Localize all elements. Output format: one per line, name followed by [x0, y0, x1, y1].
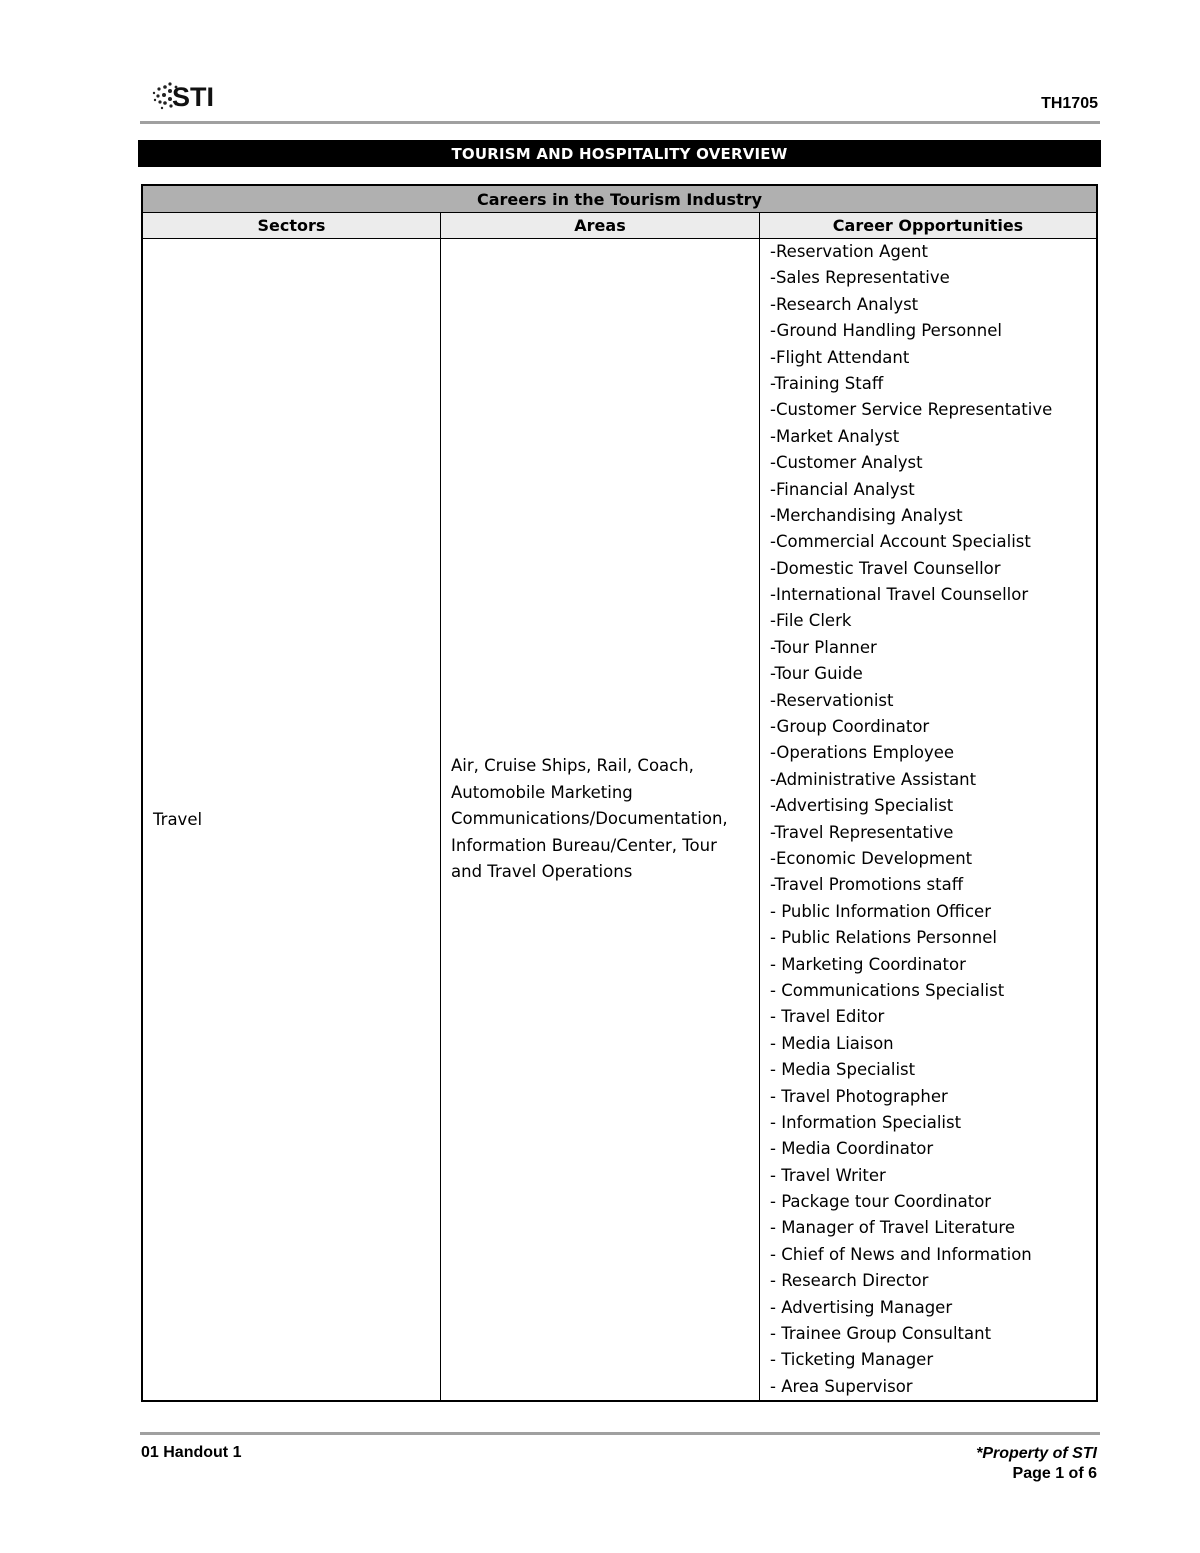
list-item: - Public Relations Personnel	[770, 928, 997, 948]
list-item: -Advertising Specialist	[770, 796, 954, 816]
list-item: - Marketing Coordinator	[770, 954, 966, 974]
list-item: -Financial Analyst	[770, 479, 915, 499]
list-item: - Chief of News and Information	[770, 1244, 1032, 1264]
list-item: -Reservation Agent	[770, 242, 928, 261]
list-item: - Package tour Coordinator	[770, 1192, 992, 1212]
list-item: -Research Analyst	[770, 294, 919, 314]
list-item: - Travel Editor	[770, 1007, 885, 1027]
list-item: -Tour Planner	[770, 637, 877, 657]
table-caption: Careers in the Tourism Industry	[142, 185, 1097, 213]
list-item: - Information Specialist	[770, 1112, 962, 1132]
list-item: -Travel Promotions staff	[770, 875, 964, 895]
list-item: - Media Coordinator	[770, 1139, 934, 1159]
svg-text:STI: STI	[172, 82, 215, 112]
list-item: - Ticketing Manager	[770, 1350, 934, 1370]
list-item: - Travel Photographer	[770, 1086, 948, 1106]
careers-table	[141, 184, 1098, 1402]
column-header-areas: Areas	[441, 213, 760, 239]
list-item: -Customer Service Representative	[770, 400, 1053, 420]
document-code: TH1705	[1041, 95, 1098, 112]
list-item: -Ground Handling Personnel	[770, 321, 1002, 341]
column-header-sectors: Sectors	[142, 213, 441, 239]
list-item: -Commercial Account Specialist	[770, 532, 1031, 552]
list-item: - Manager of Travel Literature	[770, 1218, 1016, 1238]
list-item: - Communications Specialist	[770, 980, 1005, 1000]
list-item: -Customer Analyst	[770, 453, 923, 473]
handout-label: 01 Handout 1	[141, 1444, 242, 1461]
footer-divider	[140, 1432, 1100, 1435]
page-number: Page 1 of 6	[1012, 1465, 1097, 1482]
career-list	[770, 239, 1096, 1400]
list-item: -Operations Employee	[770, 743, 955, 763]
list-item: -Merchandising Analyst	[770, 505, 963, 525]
list-item: -Market Analyst	[770, 426, 900, 446]
list-item: -Reservationist	[770, 690, 894, 710]
list-item: -Flight Attendant	[770, 347, 910, 367]
sector-cell: Travel	[142, 239, 441, 1402]
list-item: - Public Information Officer	[770, 901, 991, 921]
list-item: -International Travel Counsellor	[770, 585, 1029, 605]
list-item: - Research Director	[770, 1271, 929, 1291]
list-item: - Trainee Group Consultant	[770, 1324, 992, 1344]
list-item: -Administrative Assistant	[770, 769, 977, 789]
header-divider	[140, 121, 1100, 124]
section-title-banner: TOURISM AND HOSPITALITY OVERVIEW	[138, 140, 1101, 167]
table-row	[142, 239, 1097, 1402]
property-notice: *Property of STI	[976, 1445, 1097, 1462]
footer-right	[976, 1444, 1097, 1484]
list-item: - Media Liaison	[770, 1033, 894, 1053]
column-header-career-opportunities: Career Opportunities	[760, 213, 1098, 239]
list-item: -Tour Guide	[770, 664, 863, 684]
career-opportunities-cell	[760, 239, 1098, 1402]
list-item: -Travel Representative	[770, 822, 954, 842]
list-item: -Domestic Travel Counsellor	[770, 558, 1001, 578]
list-item: -File Clerk	[770, 611, 852, 631]
list-item: -Sales Representative	[770, 268, 950, 288]
list-item: -Training Staff	[770, 373, 884, 393]
list-item: - Media Specialist	[770, 1060, 916, 1080]
areas-cell: Air, Cruise Ships, Rail, Coach, Automobile Marketing Communications/Documentation, Information Bureau/Center, Tour and Travel Operations	[441, 239, 760, 1402]
list-item: -Economic Development	[770, 848, 973, 868]
list-item: - Area Supervisor	[770, 1376, 913, 1396]
list-item: -Group Coordinator	[770, 717, 930, 737]
list-item: - Advertising Manager	[770, 1297, 953, 1317]
list-item: - Travel Writer	[770, 1165, 886, 1185]
sti-logo	[150, 75, 230, 115]
